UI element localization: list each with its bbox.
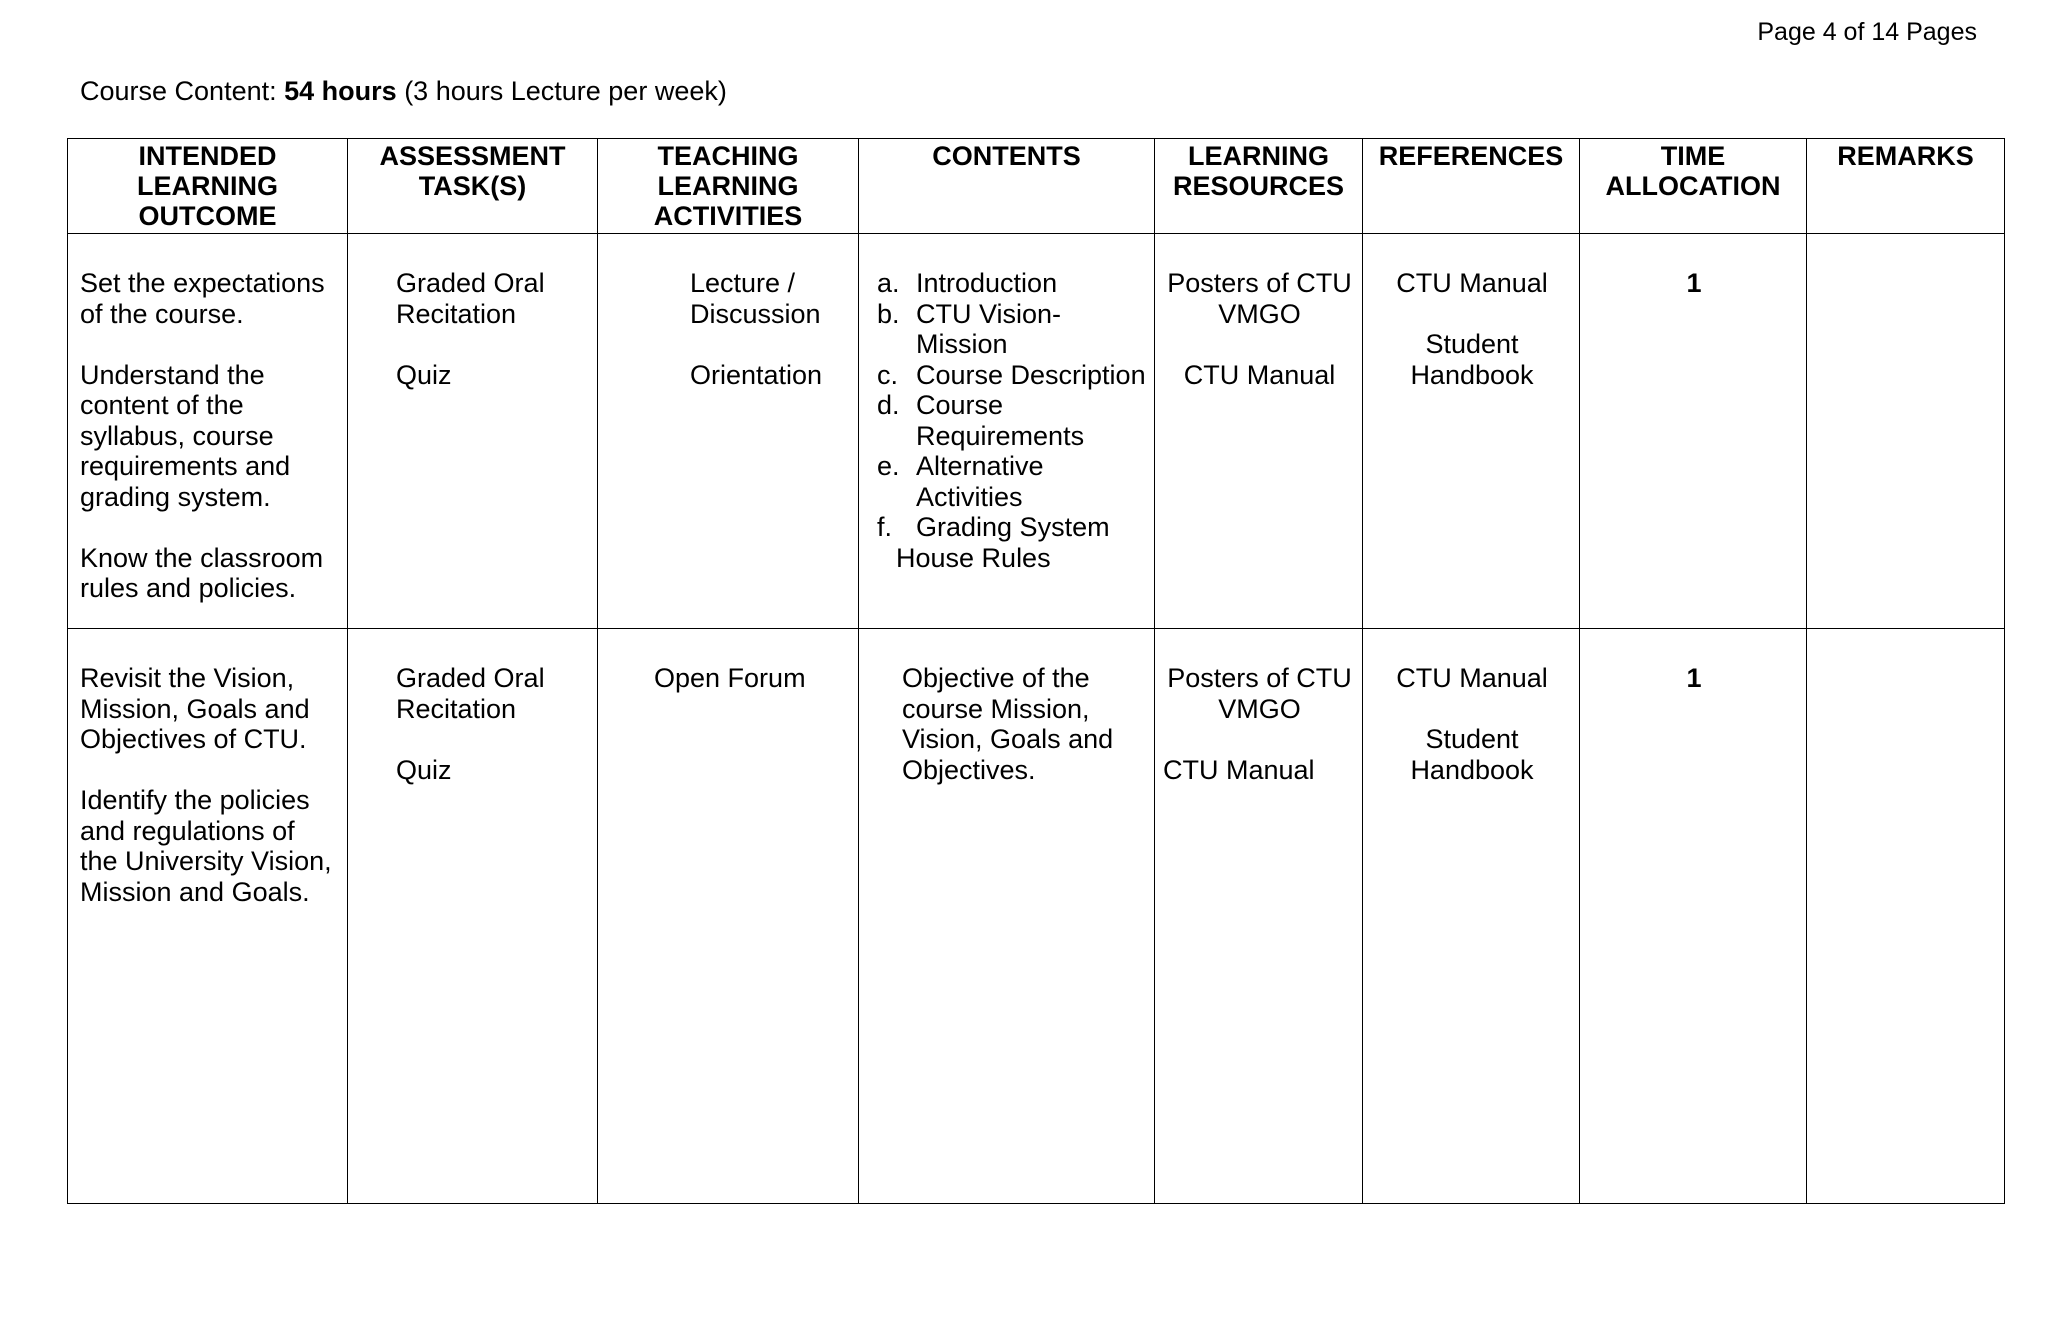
row1-time-cell: 1 (1580, 234, 1807, 629)
row2-references-item: Student Handbook (1410, 724, 1534, 785)
row1-references-item: CTU Manual (1396, 268, 1548, 298)
row1-contents-cell (859, 234, 1155, 629)
header-tla: TEACHING LEARNING ACTIVITIES (598, 139, 859, 234)
row2-references-item: CTU Manual (1396, 663, 1548, 693)
table-header-row (68, 139, 2005, 234)
row2-references-cell (1363, 629, 1580, 1204)
row1-references-cell (1363, 234, 1580, 629)
row2-resources-cell (1155, 629, 1363, 1204)
row1-ilo-item: Know the classroom rules and policies. (80, 542, 324, 603)
page-number: Page 4 of 14 Pages (1757, 18, 1977, 46)
header-remarks: REMARKS (1807, 139, 2005, 234)
row1-resources-item: CTU Manual (1183, 359, 1336, 390)
list-item: a. Introduction (877, 268, 1058, 298)
row2-time-cell: 1 (1580, 629, 1807, 1204)
contents-list (877, 268, 1148, 543)
row2-contents-cell: Objective of the course Mission, Vision, Goals and Objectives. (859, 629, 1155, 1204)
row1-assessment-cell (348, 234, 598, 629)
row1-assessment-item: Quiz (396, 359, 452, 390)
row1-ilo-item: Understand the content of the syllabus, course requirements and grading system. (80, 359, 291, 512)
list-item: d. Course Requirements (877, 390, 1085, 451)
list-item: b. CTU Vision-Mission (877, 298, 1062, 359)
row1-tla-item: Orientation (690, 359, 823, 390)
course-content-line (80, 76, 727, 107)
header-resources: LEARNING RESOURCES (1155, 139, 1363, 234)
header-references: REFERENCES (1363, 139, 1580, 234)
row2-assessment-item: Graded Oral Recitation (396, 663, 545, 724)
row1-resources-item: Posters of CTU VMGO (1167, 268, 1352, 329)
syllabus-table (67, 138, 2005, 1204)
row2-ilo-cell (68, 629, 348, 1204)
row1-remarks-cell (1807, 234, 2005, 629)
row2-ilo-item: Revisit the Vision, Mission, Goals and Objectives of CTU. (80, 663, 310, 754)
row1-resources-cell (1155, 234, 1363, 629)
header-ilo: INTENDED LEARNING OUTCOME (68, 139, 348, 234)
list-item: f. Grading System (877, 512, 1110, 542)
row2-tla-item: Open Forum (654, 663, 806, 693)
row2-tla-cell (598, 629, 859, 1204)
table-row (68, 234, 2005, 629)
row1-tla-cell (598, 234, 859, 629)
course-content-label: Course Content: (80, 76, 277, 106)
list-item: e. Alternative Activities (877, 451, 1044, 512)
row2-assessment-item: Quiz (396, 754, 452, 785)
row2-resources-item: Posters of CTU VMGO (1167, 663, 1352, 724)
row1-assessment-item: Graded Oral Recitation (396, 268, 545, 329)
row2-assessment-cell (348, 629, 598, 1204)
row2-resources-item: CTU Manual (1163, 754, 1315, 785)
course-content-hours: 54 hours (284, 76, 397, 106)
row2-remarks-cell (1807, 629, 2005, 1204)
header-assessment: ASSESSMENT TASK(S) (348, 139, 598, 234)
row2-ilo-item: Identify the policies and regulations of the University Vision, Mission and Goals. (80, 785, 332, 907)
row1-ilo-item: Set the expectations of the course. (80, 268, 325, 329)
row1-ilo-cell (68, 234, 348, 629)
row1-references-item: Student Handbook (1410, 329, 1534, 390)
course-content-detail: (3 hours Lecture per week) (404, 76, 727, 106)
house-rules-text: House Rules (896, 542, 1051, 573)
header-time: TIME ALLOCATION (1580, 139, 1807, 234)
header-contents: CONTENTS (859, 139, 1155, 234)
row1-tla-item: Lecture / Discussion (690, 268, 821, 329)
table-row (68, 629, 2005, 1204)
list-item: c. Course Description (877, 359, 1146, 390)
